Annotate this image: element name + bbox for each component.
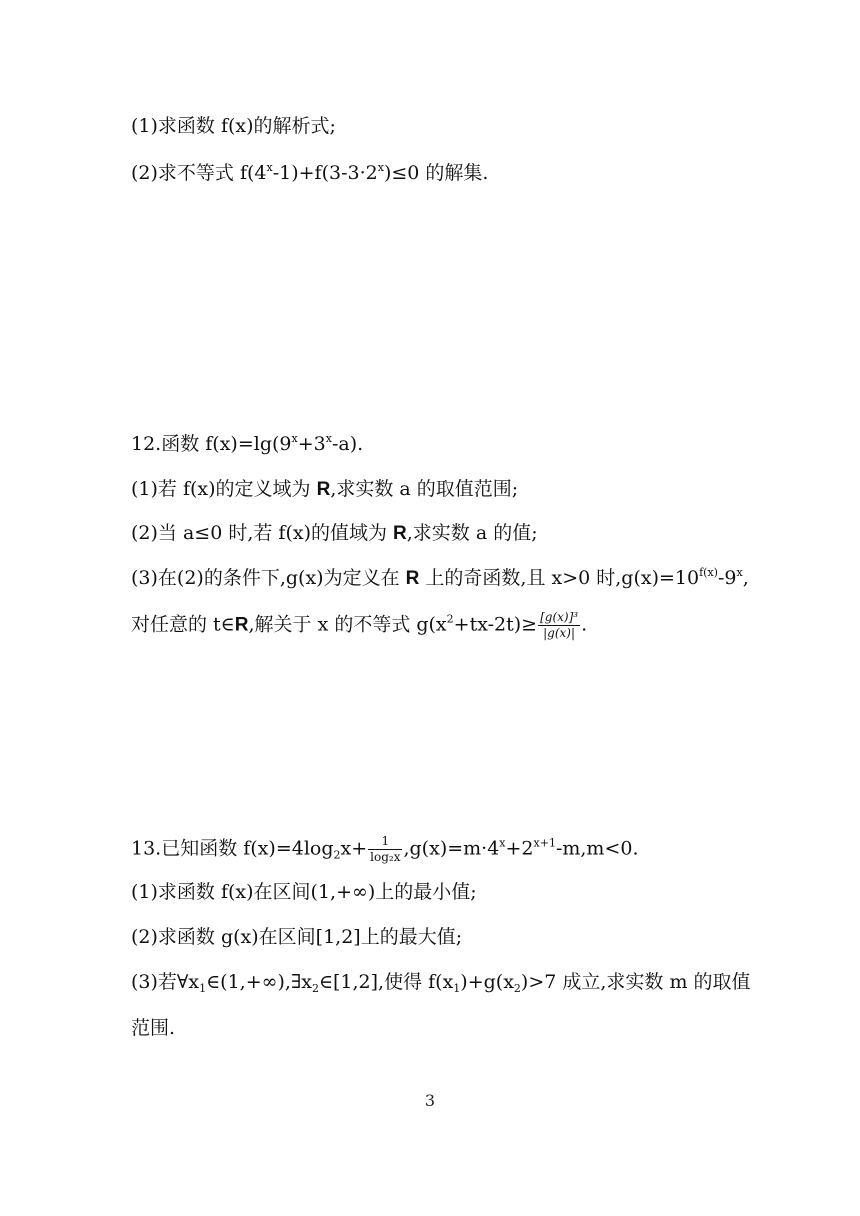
q13-fraction: $\frac{1}{\text{log₂x}}$ xyxy=(370,834,401,864)
q12-part3: (3)在(2)的条件下,g(x)为定义在 R 上的奇函数,且 x>0 时$,g(x)=10^{f(x)}-9^x$, xyxy=(131,566,749,589)
q12-part1: (1)若 f(x)的定义域为 R,求实数 a 的取值范围; xyxy=(131,478,519,500)
q13-stem: 13.已知函数 $f(x)=4\log_2x+$ $\frac{1}{\text{log₂x}}$ $,g(x)=m\cdot 4^x+2^{x+1}-m,m<0$. xyxy=(131,834,639,864)
q12-part2: (2)当 a≤0 时,若 f(x)的值域为 R,求实数 a 的值; xyxy=(131,522,538,544)
q13-part3: (3)若$\forall x_1\in(1,+\infty),\exists x_2\in[1,2]$,使得 $f(x_1)+g(x_2)>7$ 成立,求实数 m 的取值 xyxy=(131,971,751,995)
q12-stem: 12.函数 $f(x)=\lg(9^x+3^x-a)$. xyxy=(131,432,364,455)
q12-fraction: $\frac{\text{[g(x)]³}}{|g(x)|}$ xyxy=(540,610,579,640)
q13-part3-cont: 范围. xyxy=(131,1017,176,1039)
q12-part3-cont: 对任意的 t∈R,解关于 x 的不等式 $g(x^2+tx-2t)\ge$ $\frac{\text{[g(x)]³}}{|g(x)|}$ . xyxy=(131,610,588,640)
q13-part1: (1)求函数 f(x)在区间(1,+∞)上的最小值; xyxy=(131,881,477,903)
q11-part2: (2)求不等式 $f(4^x-1)+f(3-3\cdot 2^x)\le 0$ 的解集. xyxy=(131,161,489,184)
q11-part1: (1)求函数 f(x)的解析式; xyxy=(131,115,336,137)
q13-part2: (2)求函数 g(x)在区间[1,2]上的最大值; xyxy=(131,926,463,948)
page-number: 3 xyxy=(424,1091,436,1110)
